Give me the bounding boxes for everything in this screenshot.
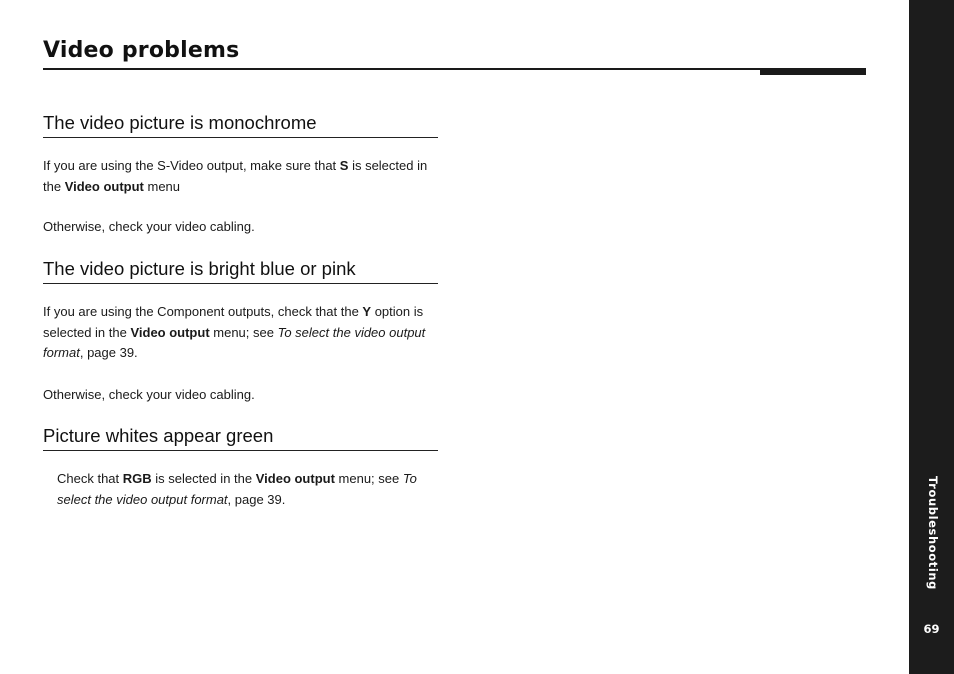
section-paragraph: Otherwise, check your video cabling. (43, 386, 255, 402)
text-run: , page 39. (79, 345, 138, 360)
title-rule-accent (760, 68, 866, 75)
text-run: menu (143, 178, 181, 194)
section-whites-green (43, 425, 438, 510)
text-run: is selected in the (151, 471, 256, 486)
section-blue-pink (43, 258, 438, 405)
text-run: If you are using the S-Video output, make sure that (43, 158, 340, 173)
section-paragraph: Otherwise, check your video cabling. (43, 219, 255, 234)
section-heading: The video picture is bright blue or pink (43, 258, 438, 284)
title-rule (43, 68, 866, 70)
section-paragraph (43, 469, 438, 510)
text-run: is selected in the (43, 158, 428, 194)
section-paragraph (43, 156, 438, 197)
cross-reference: To select the video output format (57, 471, 417, 507)
bold-term: Video output (64, 178, 144, 194)
bold-term: Video output (255, 471, 335, 486)
text-run: menu; see (209, 324, 278, 340)
page-number: 69 (923, 622, 940, 636)
chapter-label: Troubleshooting (926, 476, 940, 591)
text-run: Check that (57, 471, 123, 486)
page-title: Video problems (43, 38, 240, 63)
bold-term: S (339, 158, 349, 173)
text-run: menu; see (334, 471, 403, 486)
text-run: If you are using the Component outputs, check that the (43, 304, 363, 319)
bold-term: Y (362, 304, 372, 319)
cross-reference: To select the video output format (43, 324, 426, 360)
bold-term: Video output (130, 324, 210, 340)
section-paragraph (43, 302, 438, 364)
section-monochrome (43, 112, 438, 238)
text-run: , page 39. (227, 491, 286, 507)
section-heading: The video picture is monochrome (43, 112, 438, 138)
bold-term: RGB (122, 471, 152, 486)
text-run: option is selected in the (43, 304, 424, 340)
section-heading: Picture whites appear green (43, 425, 438, 451)
